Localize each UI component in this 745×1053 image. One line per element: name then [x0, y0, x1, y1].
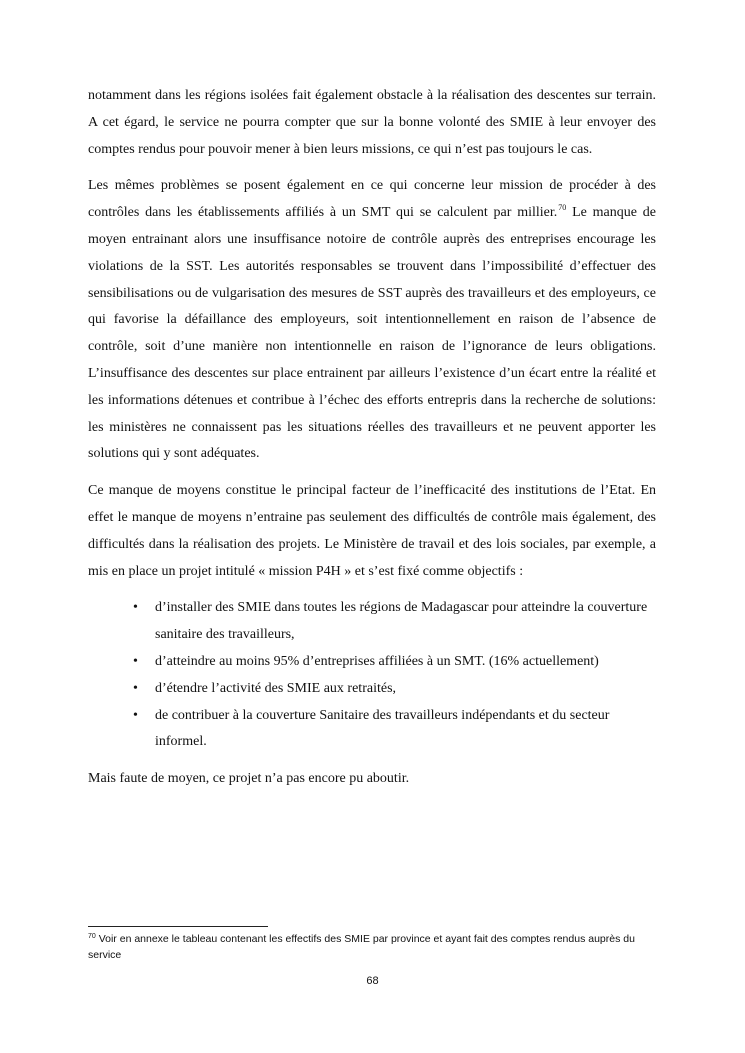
page-number: 68 [366, 975, 379, 987]
paragraph-1: notamment dans les régions isolées fait également obstacle à la réalisation des descentes sur terrain. A cet égard, le service ne pourra compter que sur la bonne volonté des SMIE à leur envoyer des comptes rendus pour pouvoir mener à bien leurs missions, ce qui n’est pas toujours le cas. [88, 88, 656, 157]
list-item-text: d’étendre l’activité des SMIE aux retraités, [155, 680, 397, 696]
list-item [133, 703, 656, 757]
bullet-icon: • [133, 707, 138, 723]
footnote-text: Voir en annexe le tableau contenant les effectifs des SMIE par province et ayant fait des comptes rendus auprès du service [88, 933, 635, 961]
page-body [88, 83, 656, 803]
paragraph-2-after: Le manque de moyen entrainant alors une insuffisance notoire de contrôle auprès des entreprises encourage les violations de la SST. Les autorités responsables se trouvent dans l’impossibilité d’effectuer des sensibilisations ou de vulgarisation des mesures de SST auprès des travailleurs et des employeurs, ce qui favorise la défaillance des employeurs, soit intentionnellement en raison de l’absence de contrôle, soit d’une manière non intentionnelle en raison de l’ignorance de leurs obligations. L’insuffisance des descentes sur place entrainent par ailleurs l’existence d’un écart entre la réalité et les informations détenues et contribue à l’échec des efforts entrepris dans la recherche de solutions: les ministères ne connaissent pas les situations réelles des travailleurs et ne peuvent apporter les solutions qui y sont adéquates. [88, 205, 657, 462]
objectives-list [88, 595, 656, 756]
paragraph-2-before: Les mêmes problèmes se posent également en ce qui concerne leur mission de procéder à des contrôles dans les établissements affiliés à un SMT qui se calculent par millier. [88, 178, 656, 221]
footnote-number: 70 [88, 933, 96, 940]
paragraph-3: Ce manque de moyens constitue le principal facteur de l’inefficacité des institutions de l’Etat. En effet le manque de moyens n’entraine pas seulement des difficultés de contrôle mais également, des difficultés dans la réalisation des projets. Le Ministère de travail et des lois sociales, par exemple, a mis en place un projet intitulé « mission P4H » et s’est fixé comme objectifs : [88, 483, 656, 579]
list-item-text: d’atteindre au moins 95% d’entreprises affiliées à un SMT. (16% actuellement) [155, 653, 599, 669]
paragraph-2 [88, 173, 656, 468]
list-item-text: d’installer des SMIE dans toutes les régions de Madagascar pour atteindre la couverture sanitaire des travailleurs, [155, 600, 648, 643]
footnote [88, 931, 656, 963]
paragraph-4: Mais faute de moyen, ce projet n’a pas encore pu aboutir. [88, 771, 410, 787]
footnote-divider [88, 926, 268, 927]
bullet-icon: • [133, 600, 138, 616]
list-item [133, 649, 656, 676]
list-item [133, 595, 656, 649]
bullet-icon: • [133, 680, 138, 696]
bullet-icon: • [133, 653, 138, 669]
list-item-text: de contribuer à la couverture Sanitaire des travailleurs indépendants et du secteur informel. [155, 707, 610, 750]
footnote-reference-70[interactable]: 70 [558, 203, 567, 213]
list-item [133, 676, 656, 703]
